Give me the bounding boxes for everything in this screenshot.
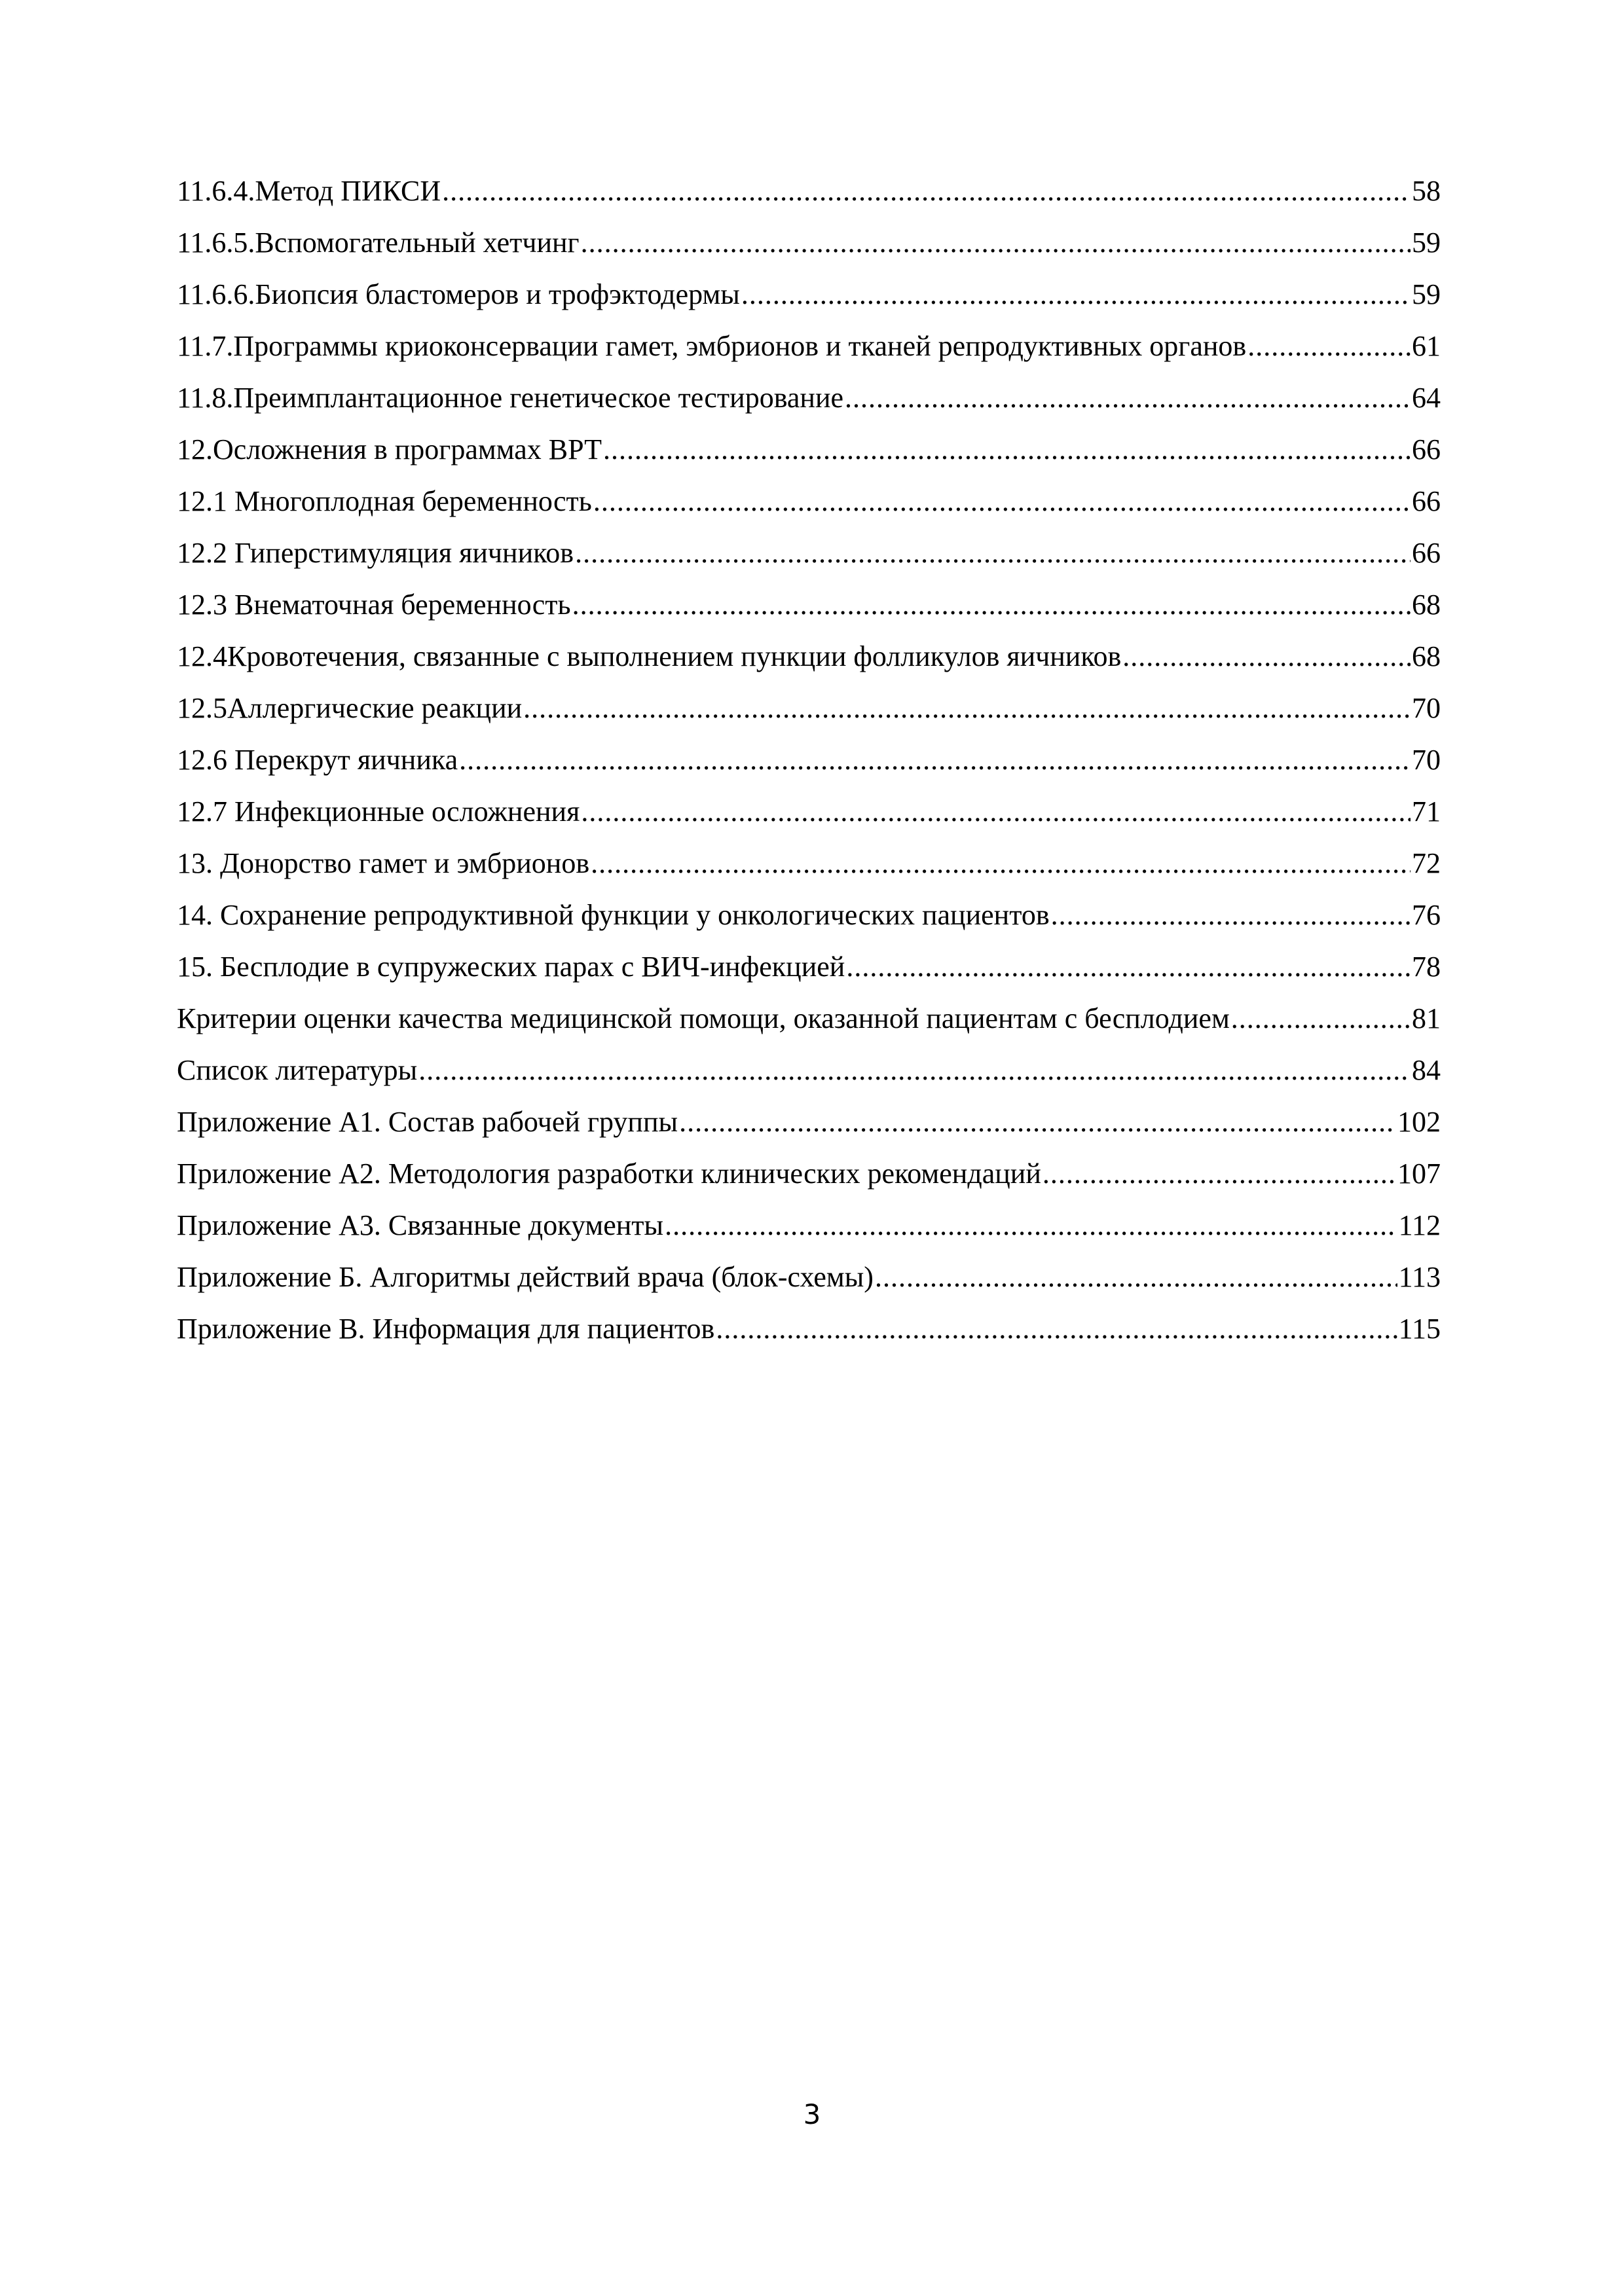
- toc-entry-page: 66: [1412, 537, 1441, 569]
- toc-entry-page: 58: [1412, 175, 1441, 207]
- toc-entry[interactable]: [177, 268, 1441, 320]
- toc-entry-title: Приложение А3. Связанные документы: [177, 1209, 664, 1241]
- toc-entry[interactable]: [177, 837, 1441, 889]
- toc-dot-leader: [1122, 630, 1411, 682]
- toc-dot-leader: [418, 1044, 1411, 1096]
- toc-entry[interactable]: [177, 734, 1441, 786]
- toc-entry[interactable]: [177, 993, 1441, 1044]
- toc-entry[interactable]: [177, 1096, 1441, 1148]
- toc-entry[interactable]: [177, 1251, 1441, 1303]
- toc-dot-leader: [581, 786, 1411, 837]
- toc-entry-page: 68: [1412, 640, 1441, 672]
- toc-entry-title: Приложение В. Информация для пациентов: [177, 1313, 715, 1345]
- toc-entry-title: 12.Осложнения в программах ВРТ: [177, 433, 602, 465]
- toc-entry-page: 112: [1398, 1209, 1441, 1241]
- toc-entry-page: 113: [1398, 1261, 1441, 1293]
- toc-entry-title: 11.6.6.Биопсия бластомеров и трофэктодермы: [177, 278, 740, 310]
- toc-entry-page: 59: [1412, 278, 1441, 310]
- toc-entry-title: Приложение Б. Алгоритмы действий врача (блок-схемы): [177, 1261, 874, 1293]
- toc-entry[interactable]: [177, 786, 1441, 837]
- toc-entry-page: 78: [1412, 951, 1441, 983]
- toc-entry-page: 64: [1412, 382, 1441, 414]
- toc-entry-title: 12.3 Внематочная беременность: [177, 589, 571, 621]
- toc-entry-title: 11.6.4.Метод ПИКСИ: [177, 175, 441, 207]
- toc-dot-leader: [679, 1096, 1396, 1148]
- toc-entry-title: 13. Донорство гамет и эмбрионов: [177, 847, 590, 879]
- toc-entry-page: 68: [1412, 589, 1441, 621]
- toc-entry-page: 107: [1397, 1157, 1441, 1190]
- toc-entry[interactable]: [177, 527, 1441, 579]
- toc-entry-title: 12.5Аллергические реакции: [177, 692, 523, 724]
- toc-entry-page: 76: [1412, 899, 1441, 931]
- toc-entry-page: 115: [1398, 1313, 1441, 1345]
- toc-entry-title: Критерии оценки качества медицинской помощи, оказанной пациентам с бесплодием: [177, 1002, 1230, 1034]
- toc-entry[interactable]: [177, 1044, 1441, 1096]
- table-of-contents: [177, 165, 1441, 1355]
- toc-entry-page: 102: [1397, 1106, 1441, 1138]
- toc-entry[interactable]: [177, 475, 1441, 527]
- toc-entry-title: 11.7.Программы криоконсервации гамет, эмбрионов и тканей репродуктивных органов: [177, 330, 1247, 362]
- toc-entry-page: 71: [1412, 795, 1441, 828]
- toc-dot-leader: [1231, 993, 1411, 1044]
- toc-entry[interactable]: [177, 1303, 1441, 1355]
- toc-dot-leader: [1043, 1148, 1396, 1199]
- toc-entry-title: Приложение А1. Состав рабочей группы: [177, 1106, 678, 1138]
- toc-entry-title: 12.7 Инфекционные осложнения: [177, 795, 580, 828]
- toc-entry[interactable]: [177, 320, 1441, 372]
- toc-dot-leader: [575, 527, 1411, 579]
- toc-entry-page: 70: [1412, 744, 1441, 776]
- toc-entry-page: 59: [1412, 227, 1441, 259]
- toc-dot-leader: [581, 217, 1411, 268]
- toc-entry-title: Список литературы: [177, 1054, 418, 1086]
- toc-entry-title: 12.4Кровотечения, связанные с выполнением пункции фолликулов яичников: [177, 640, 1122, 672]
- toc-entry[interactable]: [177, 682, 1441, 734]
- page-number: 3: [803, 2098, 821, 2130]
- toc-entry-page: 84: [1412, 1054, 1441, 1086]
- toc-entry-page: 81: [1412, 1002, 1441, 1034]
- toc-entry[interactable]: [177, 165, 1441, 217]
- toc-dot-leader: [716, 1303, 1397, 1355]
- toc-entry-title: 12.6 Перекрут яичника: [177, 744, 458, 776]
- toc-dot-leader: [741, 268, 1411, 320]
- toc-dot-leader: [591, 837, 1411, 889]
- toc-dot-leader: [459, 734, 1411, 786]
- toc-entry-title: 14. Сохранение репродуктивной функции у онкологических пациентов: [177, 899, 1050, 931]
- toc-entry-title: 11.8.Преимплантационное генетическое тестирование: [177, 382, 844, 414]
- toc-entry[interactable]: [177, 889, 1441, 941]
- toc-entry[interactable]: [177, 424, 1441, 475]
- toc-dot-leader: [603, 424, 1411, 475]
- toc-entry[interactable]: [177, 1148, 1441, 1199]
- toc-dot-leader: [523, 682, 1411, 734]
- toc-entry-page: 61: [1412, 330, 1441, 362]
- toc-entry-page: 66: [1412, 433, 1441, 465]
- toc-dot-leader: [665, 1199, 1397, 1251]
- toc-dot-leader: [1051, 889, 1411, 941]
- toc-entry-page: 70: [1412, 692, 1441, 724]
- toc-entry-title: 15. Бесплодие в супружеских парах с ВИЧ-инфекцией: [177, 951, 845, 983]
- toc-entry-page: 72: [1412, 847, 1441, 879]
- toc-dot-leader: [846, 941, 1411, 993]
- toc-entry[interactable]: [177, 217, 1441, 268]
- toc-entry-title: 12.1 Многоплодная беременность: [177, 485, 592, 517]
- toc-dot-leader: [593, 475, 1411, 527]
- toc-entry-title: Приложение А2. Методология разработки клинических рекомендаций: [177, 1157, 1041, 1190]
- toc-entry-title: 12.2 Гиперстимуляция яичников: [177, 537, 574, 569]
- toc-entry-page: 66: [1412, 485, 1441, 517]
- toc-entry[interactable]: [177, 1199, 1441, 1251]
- toc-dot-leader: [1247, 320, 1411, 372]
- toc-dot-leader: [442, 165, 1411, 217]
- toc-entry[interactable]: [177, 630, 1441, 682]
- toc-entry[interactable]: [177, 372, 1441, 424]
- toc-dot-leader: [875, 1251, 1397, 1303]
- toc-dot-leader: [572, 579, 1411, 630]
- toc-entry-title: 11.6.5.Вспомогательный хетчинг: [177, 227, 580, 259]
- toc-dot-leader: [845, 372, 1411, 424]
- toc-entry[interactable]: [177, 941, 1441, 993]
- toc-entry[interactable]: [177, 579, 1441, 630]
